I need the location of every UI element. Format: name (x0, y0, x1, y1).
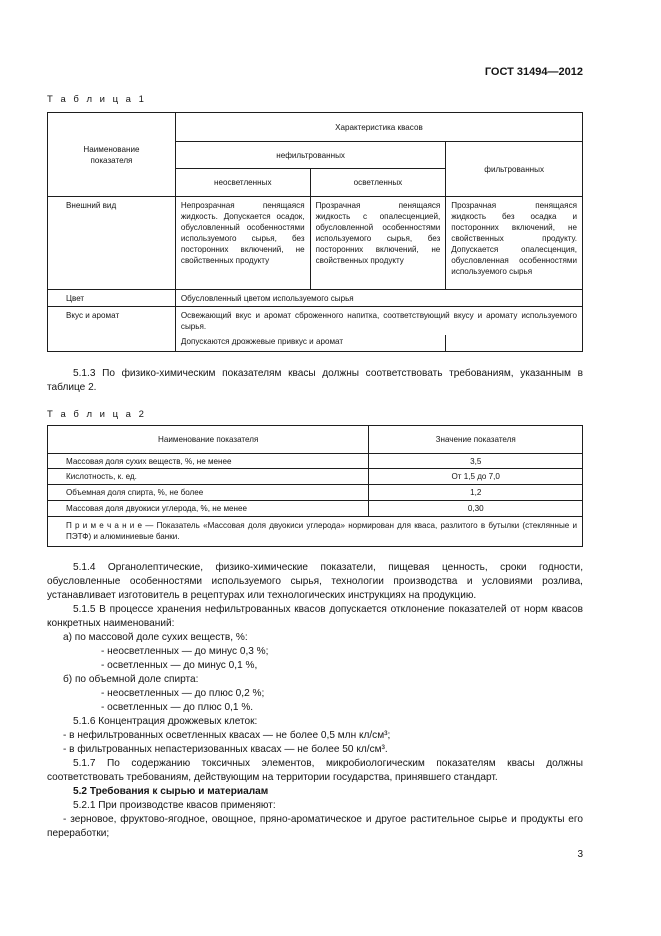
t2-row-name: Кислотность, к. ед. (48, 469, 369, 485)
list-item: - неосветленных — до плюс 0,2 %; (101, 688, 265, 699)
para-5-1-3: 5.1.3 По физико-химическим показателям квасы должны соответствовать требованиям, указанным в таблице 2. (47, 368, 583, 393)
list-item: - осветленных — до минус 0,1 %, (101, 660, 258, 671)
page-number: 3 (577, 849, 583, 860)
t1-taste-text: Освежающий вкус и аромат сброженного напитка, соответствующий вкусу и аромату используемого сырья. (175, 307, 582, 335)
para-5-1-4: 5.1.4 Органолептические, физико-химические показатели, пищевая ценность, сроки годности, обусловленные особенностями используемого сырья, технологии производства и условиями розлива, устанавливает изготовитель в рецептурах или технологических инструкциях на продукцию. (47, 562, 583, 601)
t1-taste-yeast: Допускаются дрожжевые привкус и аромат (175, 335, 445, 352)
t1-head-unfiltered: нефильтрованных (175, 142, 445, 169)
standard-number: ГОСТ 31494—2012 (484, 66, 583, 78)
t2-row-value: 1,2 (369, 485, 583, 501)
t2-head-name: Наименование показателя (48, 426, 369, 454)
t1-appearance-filtered: Прозрачная пенящаяся жидкость без осадка и посторонних включений, не свойственных продукту. Допускается опалесценция, обусловленная особенностями используемого сырья (446, 197, 583, 290)
list-item: а) по массовой доле сухих веществ, %: (63, 632, 248, 643)
list-item: - в нефильтрованных осветленных квасах — не более 0,5 млн кл/см³; (63, 730, 391, 741)
t1-color-text: Обусловленный цветом используемого сырья (175, 290, 582, 307)
list-item: - зерновое, фруктово-ягодное, овощное, пряно-ароматическое и другое растительное сырье и продукты его переработки; (47, 814, 583, 839)
t1-head-name: Наименование показателя (48, 113, 176, 197)
table2-caption: Т а б л и ц а 2 (47, 409, 147, 420)
t1-taste-label: Вкус и аромат (48, 307, 176, 352)
table2 (47, 425, 583, 547)
t2-row-value: От 1,5 до 7,0 (369, 469, 583, 485)
para-5-1-7: 5.1.7 По содержанию токсичных элементов, микробиологическим показателям квасы должны соответствовать требованиям, действующим на территории государства, принявшего стандарт. (47, 758, 583, 783)
table1-caption: Т а б л и ц а 1 (47, 94, 147, 105)
t1-appearance-label: Внешний вид (48, 197, 176, 290)
t1-appearance-unclarified: Непрозрачная пенящаяся жидкость. Допускается осадок, обусловленный особенностями используемого сырья, без посторонних включений, не свойственных продукту (175, 197, 310, 290)
t2-head-value: Значение показателя (369, 426, 583, 454)
list-item: - в фильтрованных непастеризованных квасах — не более 50 кл/см³. (63, 744, 388, 755)
t2-row-value: 3,5 (369, 454, 583, 469)
t1-taste-empty (446, 335, 583, 352)
t1-head-unclarified: неосветленных (175, 169, 310, 197)
t1-head-clarified: осветленных (310, 169, 446, 197)
t2-row-name: Массовая доля двуокиси углерода, %, не менее (48, 501, 369, 517)
para-5-1-6: 5.1.6 Концентрация дрожжевых клеток: (73, 716, 258, 727)
section-heading: 5.2 Требования к сырью и материалам (73, 786, 269, 797)
t2-row-name: Объемная доля спирта, %, не более (48, 485, 369, 501)
t1-appearance-clarified: Прозрачная пенящаяся жидкость с опалесценцией, обусловленной особенностями используемого сырья, без посторонних включений, не свойственных продукту (310, 197, 446, 290)
t1-color-label: Цвет (48, 290, 176, 307)
t2-note-label: П р и м е ч а н и е (66, 521, 143, 530)
t2-note-text: — Показатель «Массовая доля двуокиси углерода» нормирован для кваса, разлитого в бутылки (стеклянные и ПЭТФ) и алюминиевые банки. (66, 521, 577, 541)
t1-head-filtered: фильтрованных (446, 142, 583, 197)
para-5-1-5: 5.1.5 В процессе хранения нефильтрованных квасов допускается отклонение показателей от норм квасов конкретных наименований: (47, 604, 583, 629)
list-item: - осветленных — до плюс 0,1 %. (101, 702, 254, 713)
table1 (47, 112, 583, 352)
t1-head-characteristic: Характеристика квасов (175, 113, 582, 142)
t2-row-value: 0,30 (369, 501, 583, 517)
para-5-2-1: 5.2.1 При производстве квасов применяют: (73, 800, 276, 811)
list-item: - неосветленных — до минус 0,3 %; (101, 646, 269, 657)
list-item: б) по объемной доле спирта: (63, 674, 199, 685)
t2-note (48, 517, 583, 547)
t2-row-name: Массовая доля сухих веществ, %, не менее (48, 454, 369, 469)
